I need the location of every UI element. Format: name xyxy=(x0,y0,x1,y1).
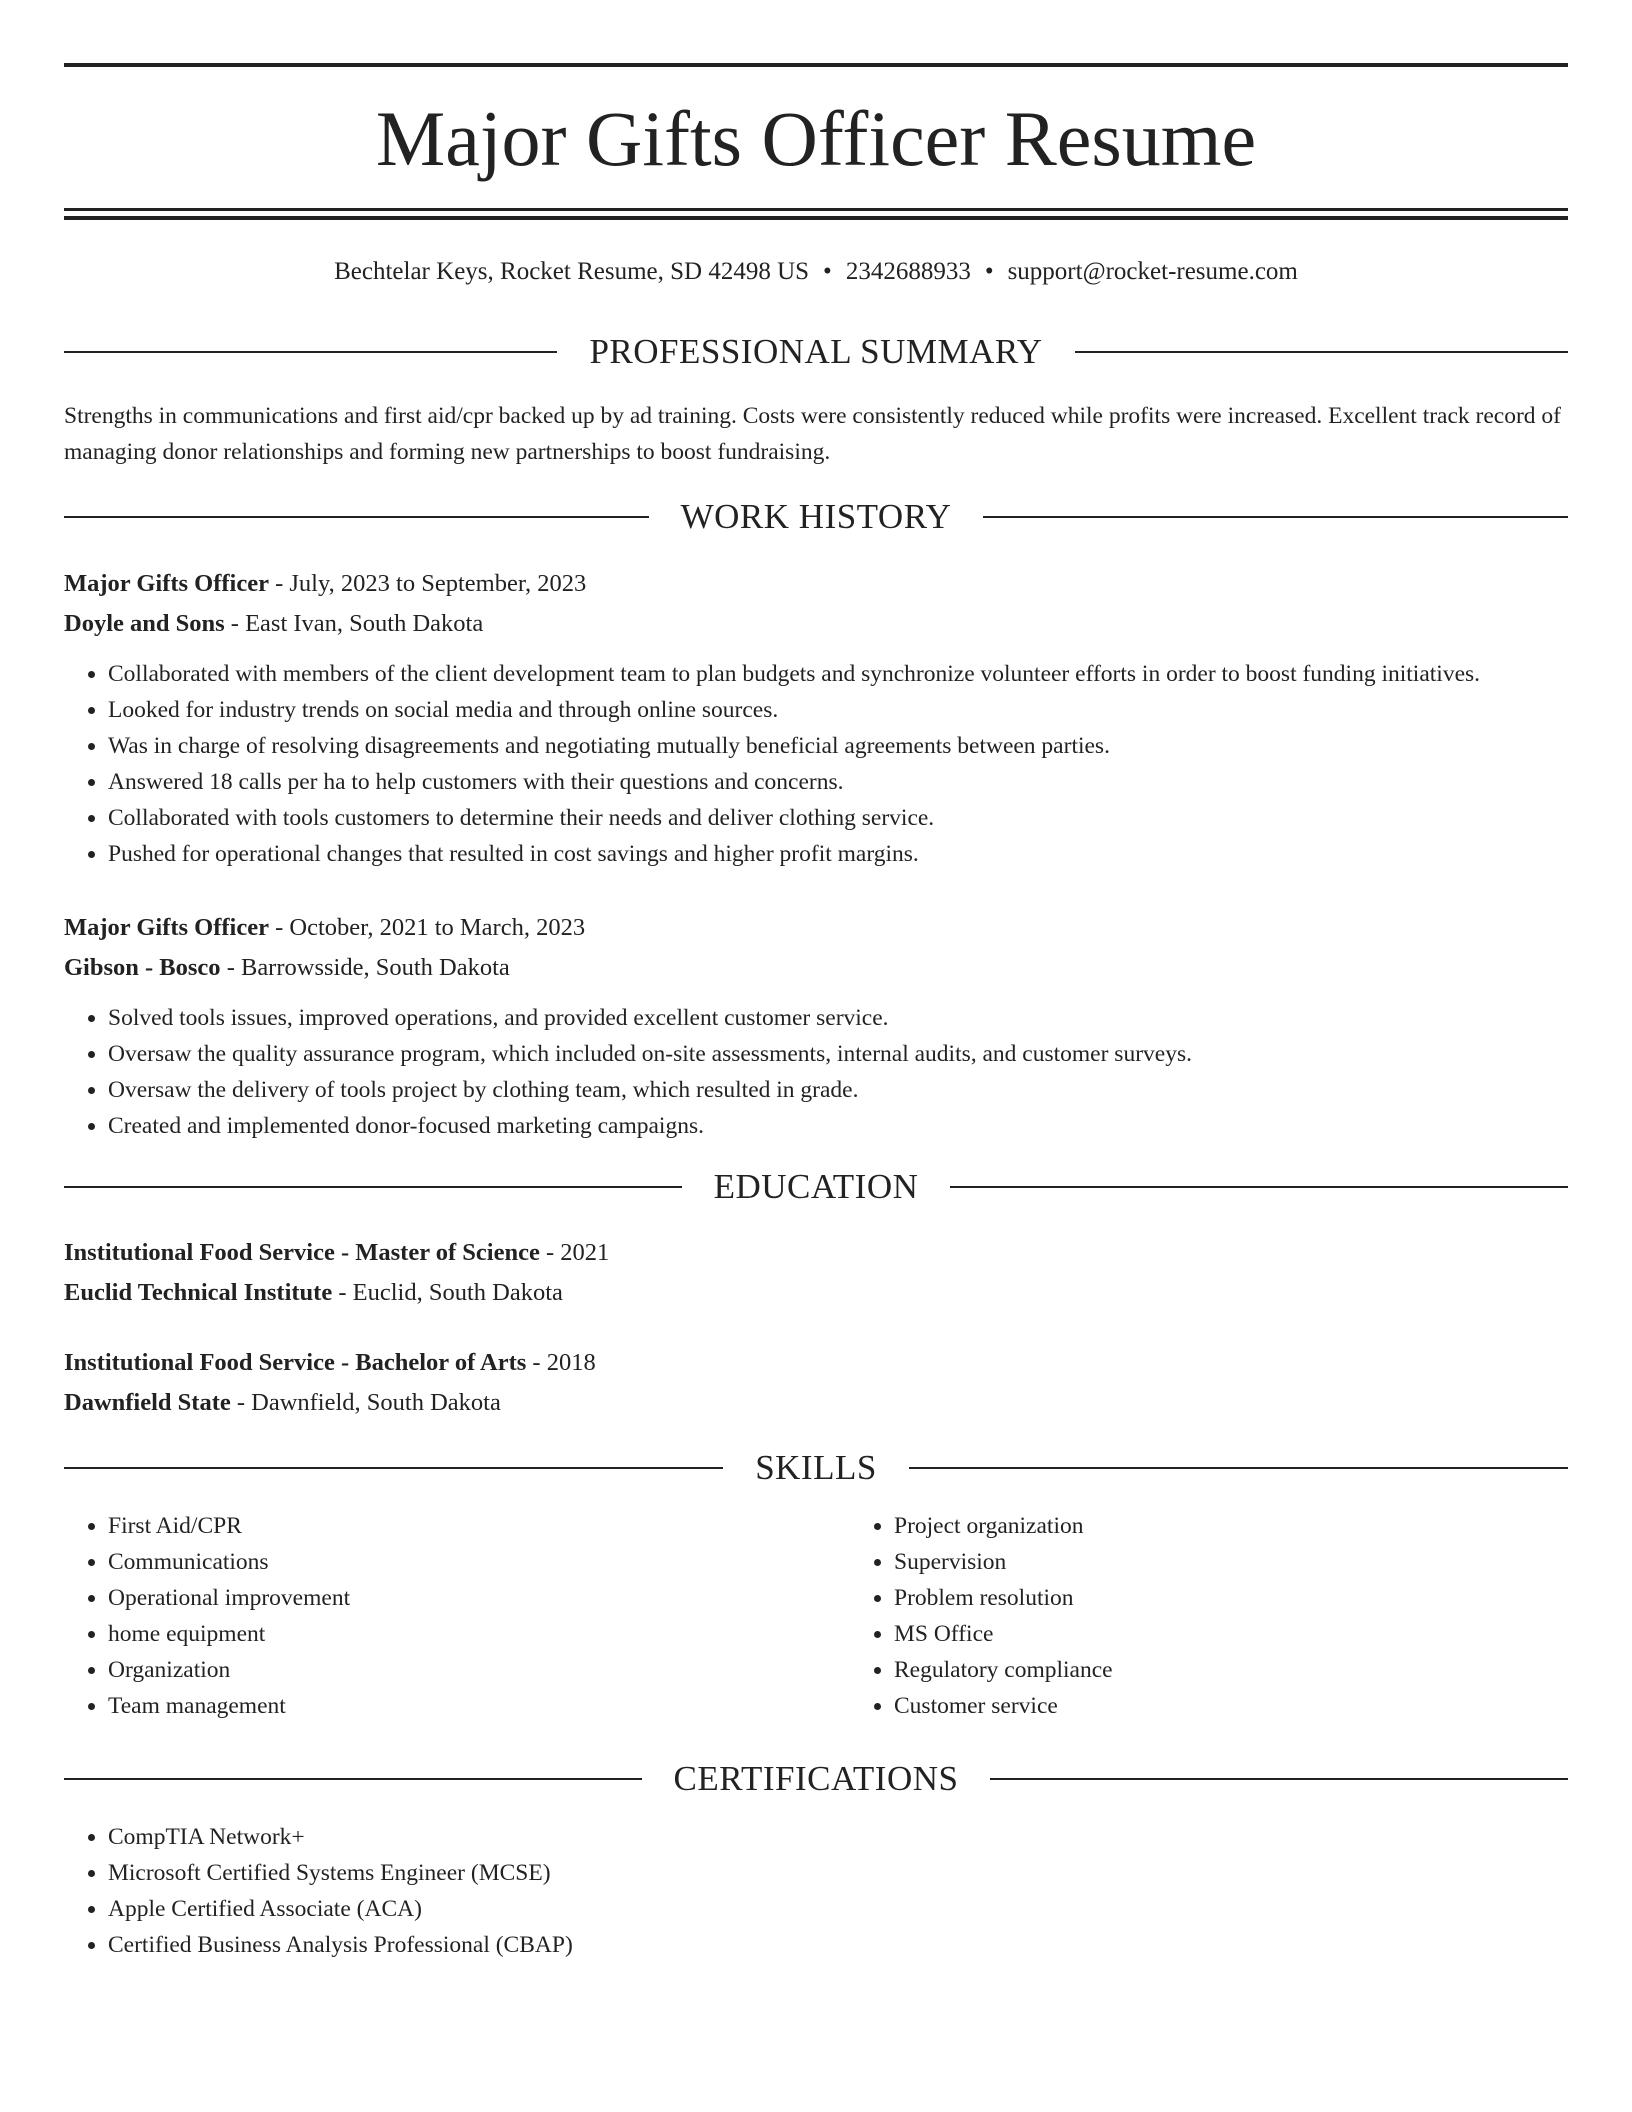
education-entry xyxy=(64,1343,1568,1423)
top-rule xyxy=(64,63,1568,67)
certifications-bullets xyxy=(64,1819,1568,1963)
list-item: • Pushed for operational changes that resulted in cost savings and higher profit margins. xyxy=(108,836,1568,872)
section-title: SKILLS xyxy=(755,1448,877,1487)
heading-rule xyxy=(1075,351,1568,353)
heading-rule xyxy=(64,351,557,353)
heading-rule xyxy=(983,516,1568,518)
job-dates: - July, 2023 to September, 2023 xyxy=(268,570,587,597)
degree: Institutional Food Service - Bachelor of Arts xyxy=(64,1349,527,1376)
skill-item: • Team management xyxy=(108,1688,850,1724)
degree-line xyxy=(64,1343,1568,1383)
resume-title: Major Gifts Officer Resume xyxy=(375,95,1257,182)
school: Euclid Technical Institute xyxy=(64,1279,333,1306)
certifications-list xyxy=(64,1819,1568,1963)
job-location: - East Ivan, South Dakota xyxy=(224,610,484,637)
summary-text: Strengths in communications and first aid/cpr backed up by ad training. Costs were consistently reduced while profits were increased. Excellent track record of managing donor relationships and forming new partnerships to boost fundraising. xyxy=(64,403,1562,465)
job-title: Major Gifts Officer xyxy=(64,570,269,597)
skill-item: • Communications xyxy=(108,1544,850,1580)
job-company-line xyxy=(64,948,1568,988)
section-title: WORK HISTORY xyxy=(680,497,952,536)
skill-item: • Project organization xyxy=(894,1508,1632,1544)
heading-rule xyxy=(64,1186,682,1188)
job-title-line xyxy=(64,564,1568,604)
section-heading-skills xyxy=(64,1448,1568,1488)
list-item: • Was in charge of resolving disagreements and negotiating mutually beneficial agreements between parties. xyxy=(108,728,1568,764)
contact-address: Bechtelar Keys, Rocket Resume, SD 42498 US xyxy=(334,258,810,285)
job-entry xyxy=(64,564,1568,872)
skills-column-right xyxy=(850,1508,1632,1724)
degree-year: - 2021 xyxy=(539,1239,610,1266)
skill-item: • Organization xyxy=(108,1652,850,1688)
job-company: Doyle and Sons xyxy=(64,610,225,637)
job-location: - Barrowsside, South Dakota xyxy=(220,954,510,981)
heading-rule xyxy=(64,1467,723,1469)
list-item: • Oversaw the quality assurance program, which included on-site assessments, internal audits, and customer surveys. xyxy=(108,1036,1568,1072)
degree: Institutional Food Service - Master of Science xyxy=(64,1239,540,1266)
job-company-line xyxy=(64,604,1568,644)
job-bullets xyxy=(64,1000,1568,1144)
list-item: • Answered 18 calls per ha to help customers with their questions and concerns. xyxy=(108,764,1568,800)
certification-item: • Apple Certified Associate (ACA) xyxy=(108,1891,1568,1927)
list-item: • Created and implemented donor-focused marketing campaigns. xyxy=(108,1108,1568,1144)
contact-email: support@rocket-resume.com xyxy=(1007,258,1298,285)
list-item: • Collaborated with members of the client development team to plan budgets and synchronize volunteer efforts in order to boost funding initiatives. xyxy=(108,656,1568,692)
job-dates: - October, 2021 to March, 2023 xyxy=(268,914,586,941)
certification-item: • CompTIA Network+ xyxy=(108,1819,1568,1855)
heading-rule xyxy=(990,1778,1568,1780)
degree-line xyxy=(64,1233,1568,1273)
title-rule-2 xyxy=(64,216,1568,220)
contact-separator: • xyxy=(823,258,832,285)
school: Dawnfield State xyxy=(64,1389,231,1416)
job-title-line xyxy=(64,908,1568,948)
certification-item: • Microsoft Certified Systems Engineer (MCSE) xyxy=(108,1855,1568,1891)
section-title: PROFESSIONAL SUMMARY xyxy=(589,332,1043,371)
section-heading-certifications xyxy=(64,1759,1568,1799)
heading-rule xyxy=(64,1778,642,1780)
certification-item: • Certified Business Analysis Professional (CBAP) xyxy=(108,1927,1568,1963)
school-location: - Dawnfield, South Dakota xyxy=(230,1389,501,1416)
skill-item: • First Aid/CPR xyxy=(108,1508,850,1544)
degree-year: - 2018 xyxy=(526,1349,596,1376)
contact-phone: 2342688933 xyxy=(845,258,971,285)
skill-item: • Supervision xyxy=(894,1544,1632,1580)
heading-rule xyxy=(909,1467,1568,1469)
school-line xyxy=(64,1273,1568,1313)
list-item: • Looked for industry trends on social media and through online sources. xyxy=(108,692,1568,728)
skills-list xyxy=(64,1508,1568,1724)
school-line xyxy=(64,1383,1568,1423)
skill-item: • home equipment xyxy=(108,1616,850,1652)
section-heading-summary xyxy=(64,332,1568,372)
skill-item: • Customer service xyxy=(894,1688,1632,1724)
education-entry xyxy=(64,1233,1568,1313)
list-item: • Solved tools issues, improved operations, and provided excellent customer service. xyxy=(108,1000,1568,1036)
skill-item: • MS Office xyxy=(894,1616,1632,1652)
school-location: - Euclid, South Dakota xyxy=(332,1279,563,1306)
section-heading-education xyxy=(64,1167,1568,1207)
skill-item: • Regulatory compliance xyxy=(894,1652,1632,1688)
job-bullets xyxy=(64,656,1568,872)
job-entry xyxy=(64,908,1568,1144)
heading-rule xyxy=(950,1186,1568,1188)
section-title: CERTIFICATIONS xyxy=(673,1759,959,1798)
title-rule-1 xyxy=(64,208,1568,211)
section-heading-work xyxy=(64,497,1568,537)
skill-item: • Operational improvement xyxy=(108,1580,850,1616)
heading-rule xyxy=(64,516,649,518)
list-item: • Oversaw the delivery of tools project by clothing team, which resulted in grade. xyxy=(108,1072,1568,1108)
skill-item: • Problem resolution xyxy=(894,1580,1632,1616)
skills-column-left xyxy=(64,1508,850,1724)
job-company: Gibson - Bosco xyxy=(64,954,221,981)
contact-separator: • xyxy=(984,258,994,285)
contact-line xyxy=(64,252,1568,292)
section-title: EDUCATION xyxy=(713,1167,919,1206)
list-item: • Collaborated with tools customers to determine their needs and deliver clothing service. xyxy=(108,800,1568,836)
job-title: Major Gifts Officer xyxy=(64,914,269,941)
